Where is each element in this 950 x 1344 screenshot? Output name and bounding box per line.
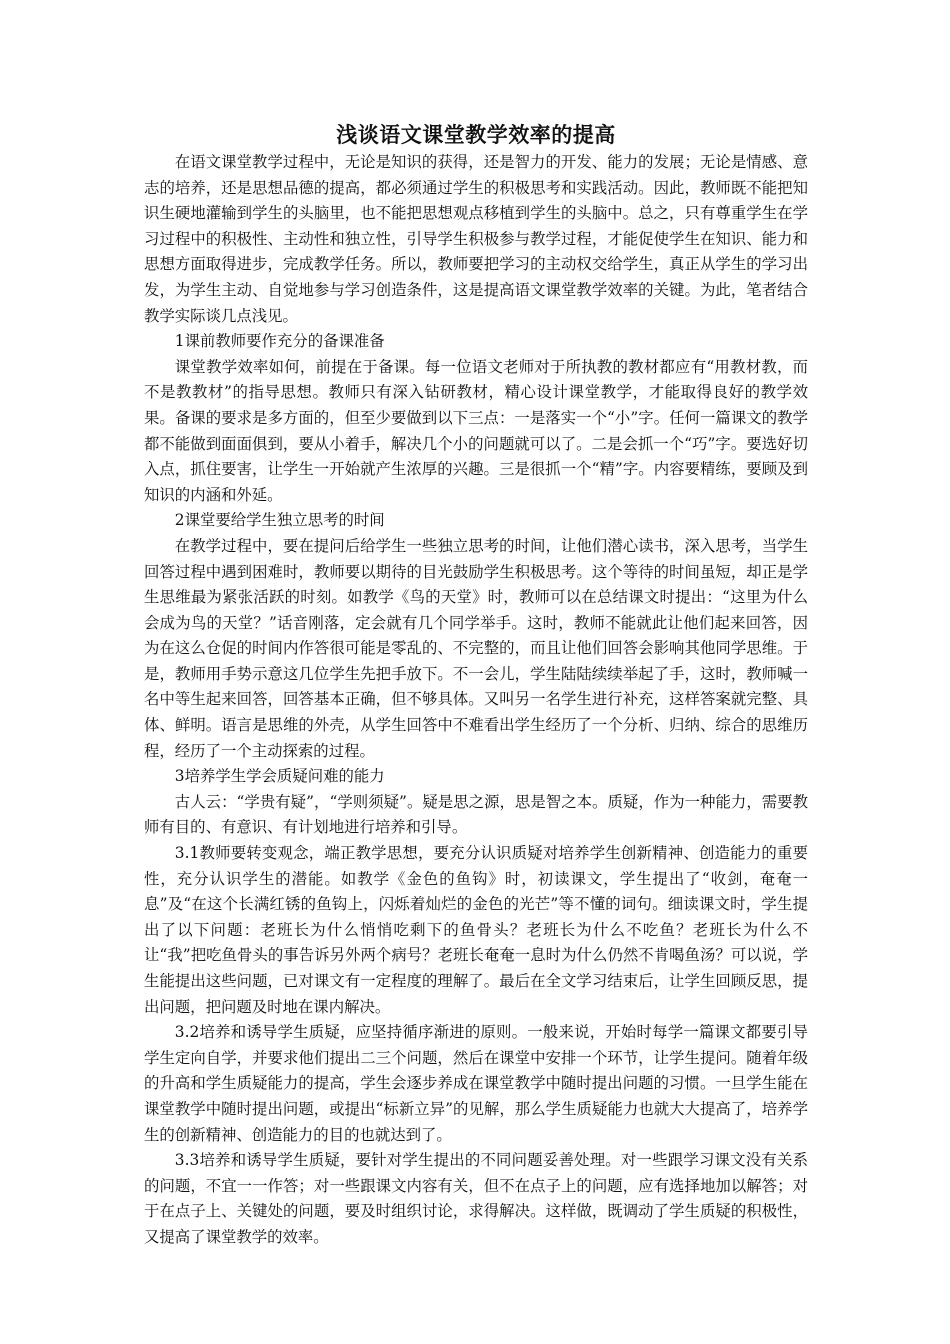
subsection-3-1-paragraph: 3.1教师要转变观念，端正教学思想，要充分认识质疑对培养学生创新精神、创造能力的重要性，充分认识学生的潜能。如教学《金色的鱼钩》时，初读课文，学生提出了“收剑，奄奄一息”及“在这个长满红锈的鱼钩上，闪烁着灿烂的金色的光芒”等不懂的词句。细读课文时，学生提出了以下问题：老班长为什么悄悄吃剩下的鱼骨头？老班长为什么不吃鱼？老班长为什么不让“我”把吃鱼骨头的事告诉另外两个病号？老班长奄奄一息时为什么仍然不肯喝鱼汤？可以说，学生能提出这些问题，已对课文有一定程度的理解了。最后在全文学习结束后，让学生回顾反思，提出问题，把问题及时地在课内解决。: [144, 844, 808, 1016]
document-page: [144, 120, 808, 1251]
section-heading-3: 3培养学生学会质疑问难的能力: [174, 767, 385, 786]
document-title: 浅谈语文课堂教学效率的提高: [336, 122, 616, 147]
subsection-3-3-paragraph: 3.3培养和诱导学生质疑，要针对学生提出的不同问题妥善处理。对一些跟学习课文没有关系的问题，不宜一一作答；对一些跟课文内容有关，但不在点子上的问题，应有选择地加以解答；对于在点子上、关键处的问题，要及时组织讨论，求得解决。这样做，既调动了学生质疑的积极性，又提高了课堂教学的效率。: [144, 1151, 808, 1246]
section-1-paragraph: 课堂教学效率如何，前提在于备课。每一位语文老师对于所执教的教材都应有“用教材教，而不是教教材”的指导思想。教师只有深入钻研教材，精心设计课堂教学，才能取得良好的教学效果。备课的要求是多方面的，但至少要做到以下三点：一是落实一个“小”字。任何一篇课文的教学都不能做到面面俱到，要从小着手，解决几个小的问题就可以了。二是会抓一个“巧”字。要选好切入点，抓住要害，让学生一开始就产生浓厚的兴趣。三是很抓一个“精”字。内容要精练，要顾及到知识的内涵和外延。: [144, 357, 808, 504]
section-heading-1: 1课前教师要作充分的备课准备: [174, 332, 385, 351]
intro-paragraph: 在语文课堂教学过程中，无论是知识的获得，还是智力的开发、能力的发展；无论是情感、意志的培养，还是思想品德的提高，都必须通过学生的积极思考和实践活动。因此，教师既不能把知识生硬地灌输到学生的头脑里，也不能把思想观点移植到学生的头脑中。总之，只有尊重学生在学习过程中的积极性、主动性和独立性，引导学生积极参与教学过程，才能促使学生在知识、能力和思想方面取得进步，完成教学任务。所以，教师要把学习的主动权交给学生，真正从学生的学习出发，为学生主动、自觉地参与学习创造条件，这是提高语文课堂教学效率的关键。为此，笔者结合教学实际谈几点浅见。: [144, 153, 808, 325]
section-heading-2: 2课堂要给学生独立思考的时间: [174, 511, 385, 530]
subsection-3-2-paragraph: 3.2培养和诱导学生质疑，应坚持循序渐进的原则。一般来说，开始时每学一篇课文都要引导学生定向自学，并要求他们提出二三个问题，然后在课堂中安排一个环节，让学生提问。随着年级的升高和学生质疑能力的提高，学生会逐步养成在课堂教学中随时提出问题的习惯。一旦学生能在课堂教学中随时提出问题，或提出“标新立异”的见解，那么学生质疑能力也就大大提高了，培养学生的创新精神、创造能力的目的也就达到了。: [144, 1023, 808, 1144]
section-2-paragraph: 在教学过程中，要在提问后给学生一些独立思考的时间，让他们潜心读书，深入思考，当学生回答过程中遇到困难时，教师要以期待的目光鼓励学生积极思考。这个等待的时间虽短，却正是学生思维最为紧张活跃的时刻。如教学《鸟的天堂》时，教师可以在总结课文时提出：“这里为什么会成为鸟的天堂？”话音刚落，定会就有几个同学举手。这时，教师不能就此让他们起来回答，因为在这么仓促的时间内作答很可能是零乱的、不完整的，而且让他们回答会影响其他同学思维。于是，教师用手势示意这几位学生先把手放下。不一会儿，学生陆陆续续举起了手，这时，教师喊一名中等生起来回答，回答基本正确，但不够具体。又叫另一名学生进行补充，这样答案就完整、具体、鲜明。语言是思维的外壳，从学生回答中不难看出学生经历了一个分析、归纳、综合的思维历程，经历了一个主动探索的过程。: [144, 536, 808, 760]
section-3-paragraph: 古人云：“学贵有疑”，“学则须疑”。疑是思之源，思是智之本。质疑，作为一种能力，需要教师有目的、有意识、有计划地进行培养和引导。: [144, 792, 808, 837]
